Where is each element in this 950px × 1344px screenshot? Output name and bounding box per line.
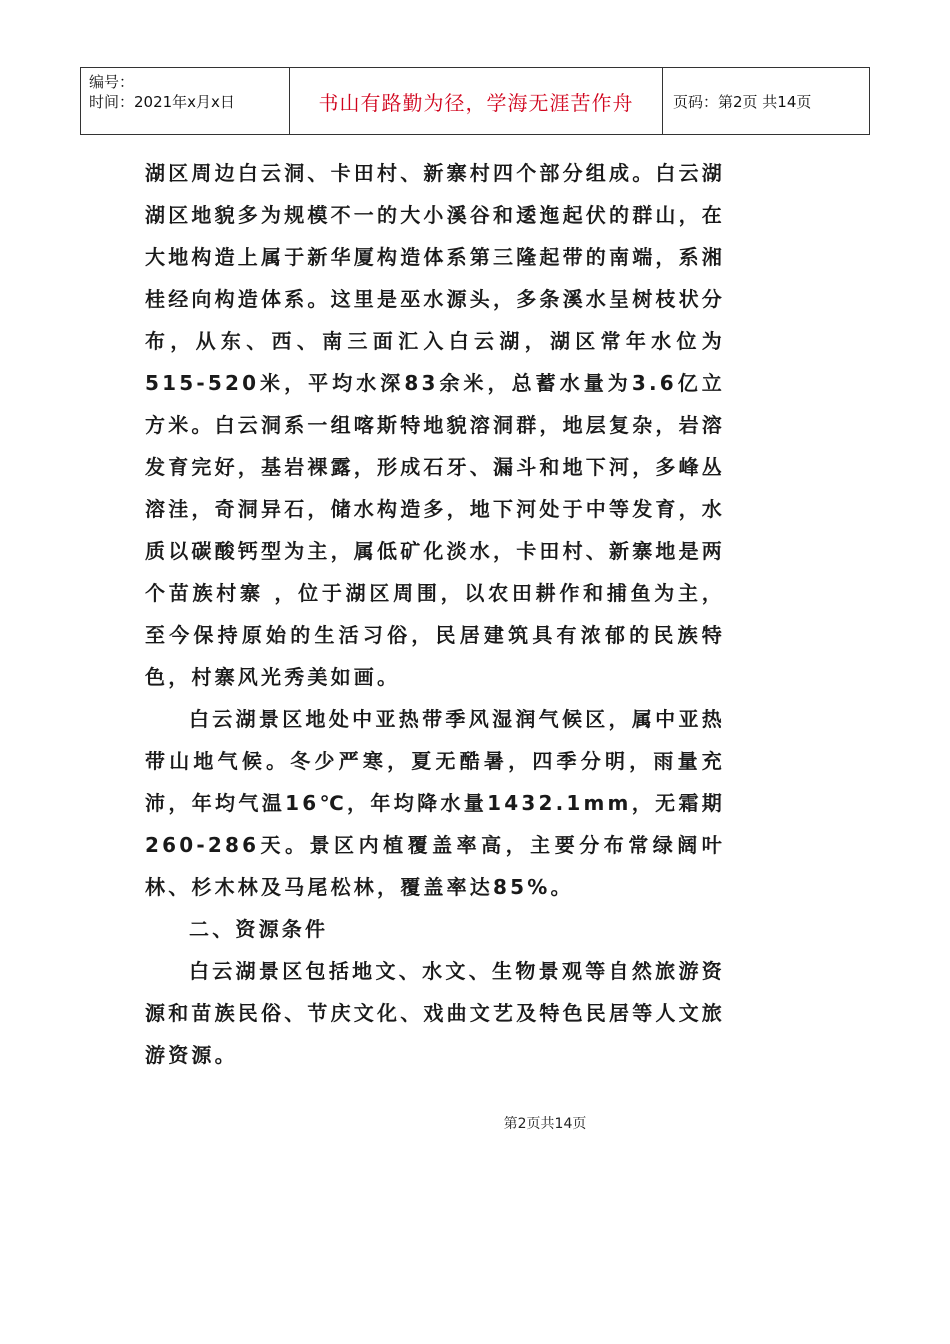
section-heading-resources: 二、资源条件 [189, 917, 329, 941]
document-body [145, 152, 725, 1076]
date-label: 时间：2021年x月x日 [89, 93, 235, 111]
header-page-info: 页码：第2页 共14页 [663, 68, 870, 135]
header-table [80, 67, 870, 135]
header-meta-cell [81, 68, 290, 135]
paragraph-resources: 白云湖景区包括地文、水文、生物景观等自然旅游资源和苗族民俗、节庆文化、戏曲文艺及特色民居等人文旅游资源。 [145, 959, 725, 1067]
header-motto: 书山有路勤为径，学海无涯苦作舟 [290, 68, 663, 135]
paragraph-climate: 白云湖景区地处中亚热带季风湿润气候区，属中亚热带山地气候。冬少严寒，夏无酷暑，四季分明，雨量充沛，年均气温16℃，年均降水量1432.1mm，无霜期260-286天。景区内植覆盖率高，主要分布常绿阔叶林、杉木林及马尾松林，覆盖率达85%。 [145, 707, 725, 899]
paragraph-geography: 湖区周边白云洞、卡田村、新寨村四个部分组成。白云湖湖区地貌多为规模不一的大小溪谷和逶迤起伏的群山，在大地构造上属于新华厦构造体系第三隆起带的南端，系湘桂经向构造体系。这里是巫水源头，多条溪水呈树枝状分布，从东、西、南三面汇入白云湖，湖区常年水位为515-520米，平均水深83余米，总蓄水量为3.6亿立方米。白云洞系一组喀斯特地貌溶洞群，地层复杂，岩溶发育完好，基岩裸露，形成石牙、漏斗和地下河，多峰丛溶洼，奇洞异石，储水构造多，地下河处于中等发育，水质以碳酸钙型为主，属低矿化淡水，卡田村、新寨地是两个苗族村寨 ，位于湖区周围，以农田耕作和捕鱼为主，至今保持原始的生活习俗，民居建筑具有浓郁的民族特色，村寨风光秀美如画。 [145, 161, 725, 689]
serial-label: 编号： [89, 73, 135, 91]
page-footer: 第2页共14页 [503, 1116, 587, 1132]
